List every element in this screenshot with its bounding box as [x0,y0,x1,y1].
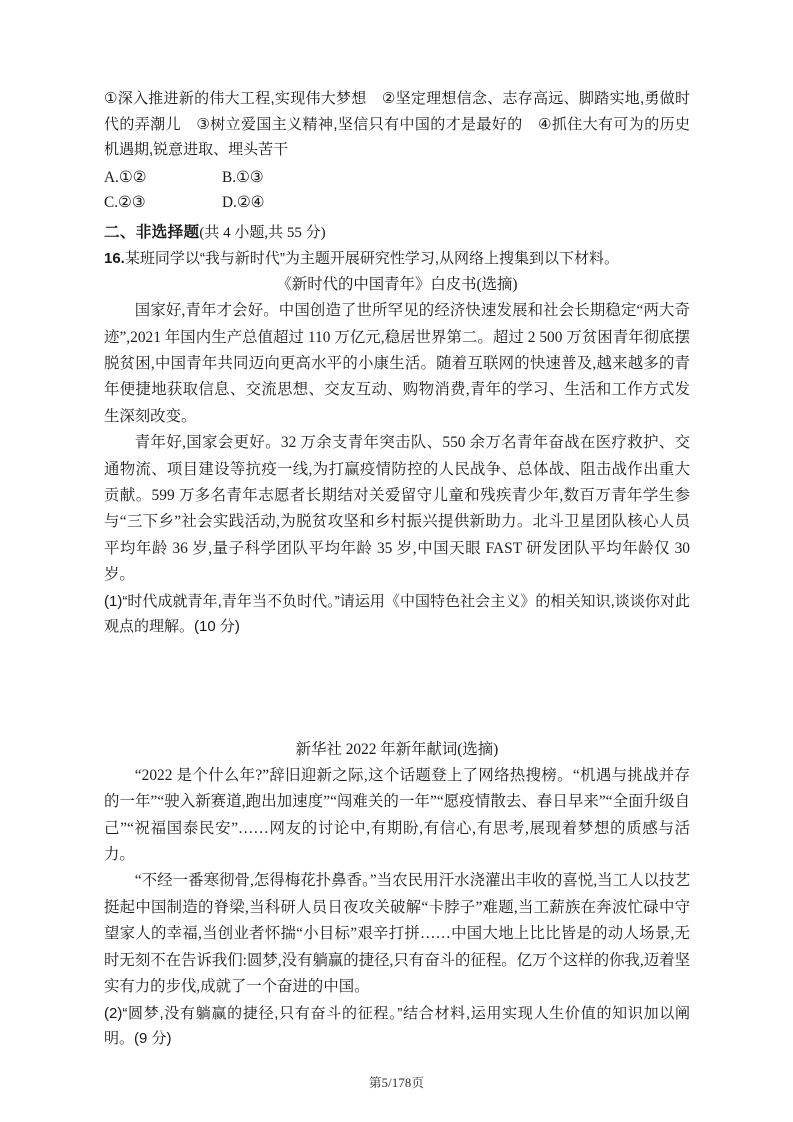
choice-row [104,165,690,190]
section-heading [104,220,690,246]
material-2-paragraph: “不经一番寒彻骨,怎得梅花扑鼻香。”当农民用汗水浇灌出丰收的喜悦,当工人以技艺挺起中国制造的脊梁,当科研人员日夜攻关破解“卡脖子”难题,当工薪族在奔波忙碌中守望家人的幸福,当创业者怀揣“小目标”艰辛打拼……中国大地上比比皆是的动人场景,无时无刻不在告诉我们:圆梦,没有躺赢的捷径,只有奋斗的征程。亿万个这样的你我,迈着坚实有力的步伐,成就了一个奋进的中国。 [104,872,690,996]
question-options-stem: ①深入推进新的伟大工程,实现伟大梦想 ②坚定理想信念、志存高远、脚踏实地,勇做时代的弄潮儿 ③树立爱国主义精神,坚信只有中国的才是最好的 ④抓住大有可为的历史机遇期,锐意进取、埋头苦干 [104,90,690,159]
answer-space [104,640,690,736]
material-1-title: 《新时代的中国青年》白皮书(选摘) [276,276,518,294]
choice-option-d[interactable]: D.②④ [222,194,265,212]
choice-list [104,165,690,216]
material-1-paragraph: 国家好,青年才会好。中国创造了世所罕见的经济快速发展和社会长期稳定“两大奇迹”,2021 年国内生产总值超过 110 万亿元,稳居世界第二。超过 2 500 万贫困青年彻底摆脱贫困,中国青年共同迈向更高水平的小康生活。随着互联网的快速普及,越来越多的青年便捷地获取信息、交流思想、交友互动、购物消费,青年的学习、生活和工作方式发生深刻改变。 [104,302,690,425]
page-footer: 第5/178页 [368,1076,425,1090]
choice-row [104,190,690,215]
question-16-lead [104,246,690,272]
question-16-sub-1: (1)“时代成就青年,青年当不负时代。”请运用《中国特色社会主义》的相关知识,谈谈你对此观点的理解。(10 分) [104,592,690,636]
question-16-number: 16. [104,249,125,267]
section-heading-title: 二、非选择题 [104,223,200,241]
section-heading-subtitle: (共 4 小题,共 55 分) [199,224,326,241]
material-2-title: 新华社 2022 年新年献词(选摘) [295,740,499,758]
choice-option-a[interactable]: A.①② [104,168,147,186]
material-1-paragraph: 青年好,国家会更好。32 万余支青年突击队、550 余万名青年奋战在医疗救护、交通物流、项目建设等抗疫一线,为打赢疫情防控的人民战争、总体战、阻击战作出重大贡献。599 万多名青年志愿者长期结对关爱留守儿童和残疾青少年,数百万青年学生参与“三下乡”社会实践活动,为脱贫攻坚和乡村振兴提供新助力。北斗卫星团队核心人员平均年龄 36 岁,量子科学团队平均年龄 35 岁,中国天眼 FAST 研发团队平均年龄仅 30 岁。 [104,434,690,584]
question-16-lead-text: 某班同学以“我与新时代”为主题开展研究性学习,从网络上搜集到以下材料。 [124,249,620,267]
material-2-paragraph: “2022 是个什么年?”辞旧迎新之际,这个话题登上了网络热搜榜。“机遇与挑战并存的一年”“驶入新赛道,跑出加速度”“闯难关的一年”“愿疫情散去、春日早来”“全面升级自己”“祝福国泰民安”……网友的讨论中,有期盼,有信心,有思考,展现着梦想的质感与活力。 [104,766,690,864]
choice-option-b[interactable]: B.①③ [222,168,264,186]
choice-option-c[interactable]: C.②③ [104,194,146,212]
question-16-sub-2: (2)“圆梦,没有躺赢的捷径,只有奋斗的征程。”结合材料,运用实现人生价值的知识加以阐明。(9 分) [104,1004,690,1048]
page-content [104,86,690,1052]
